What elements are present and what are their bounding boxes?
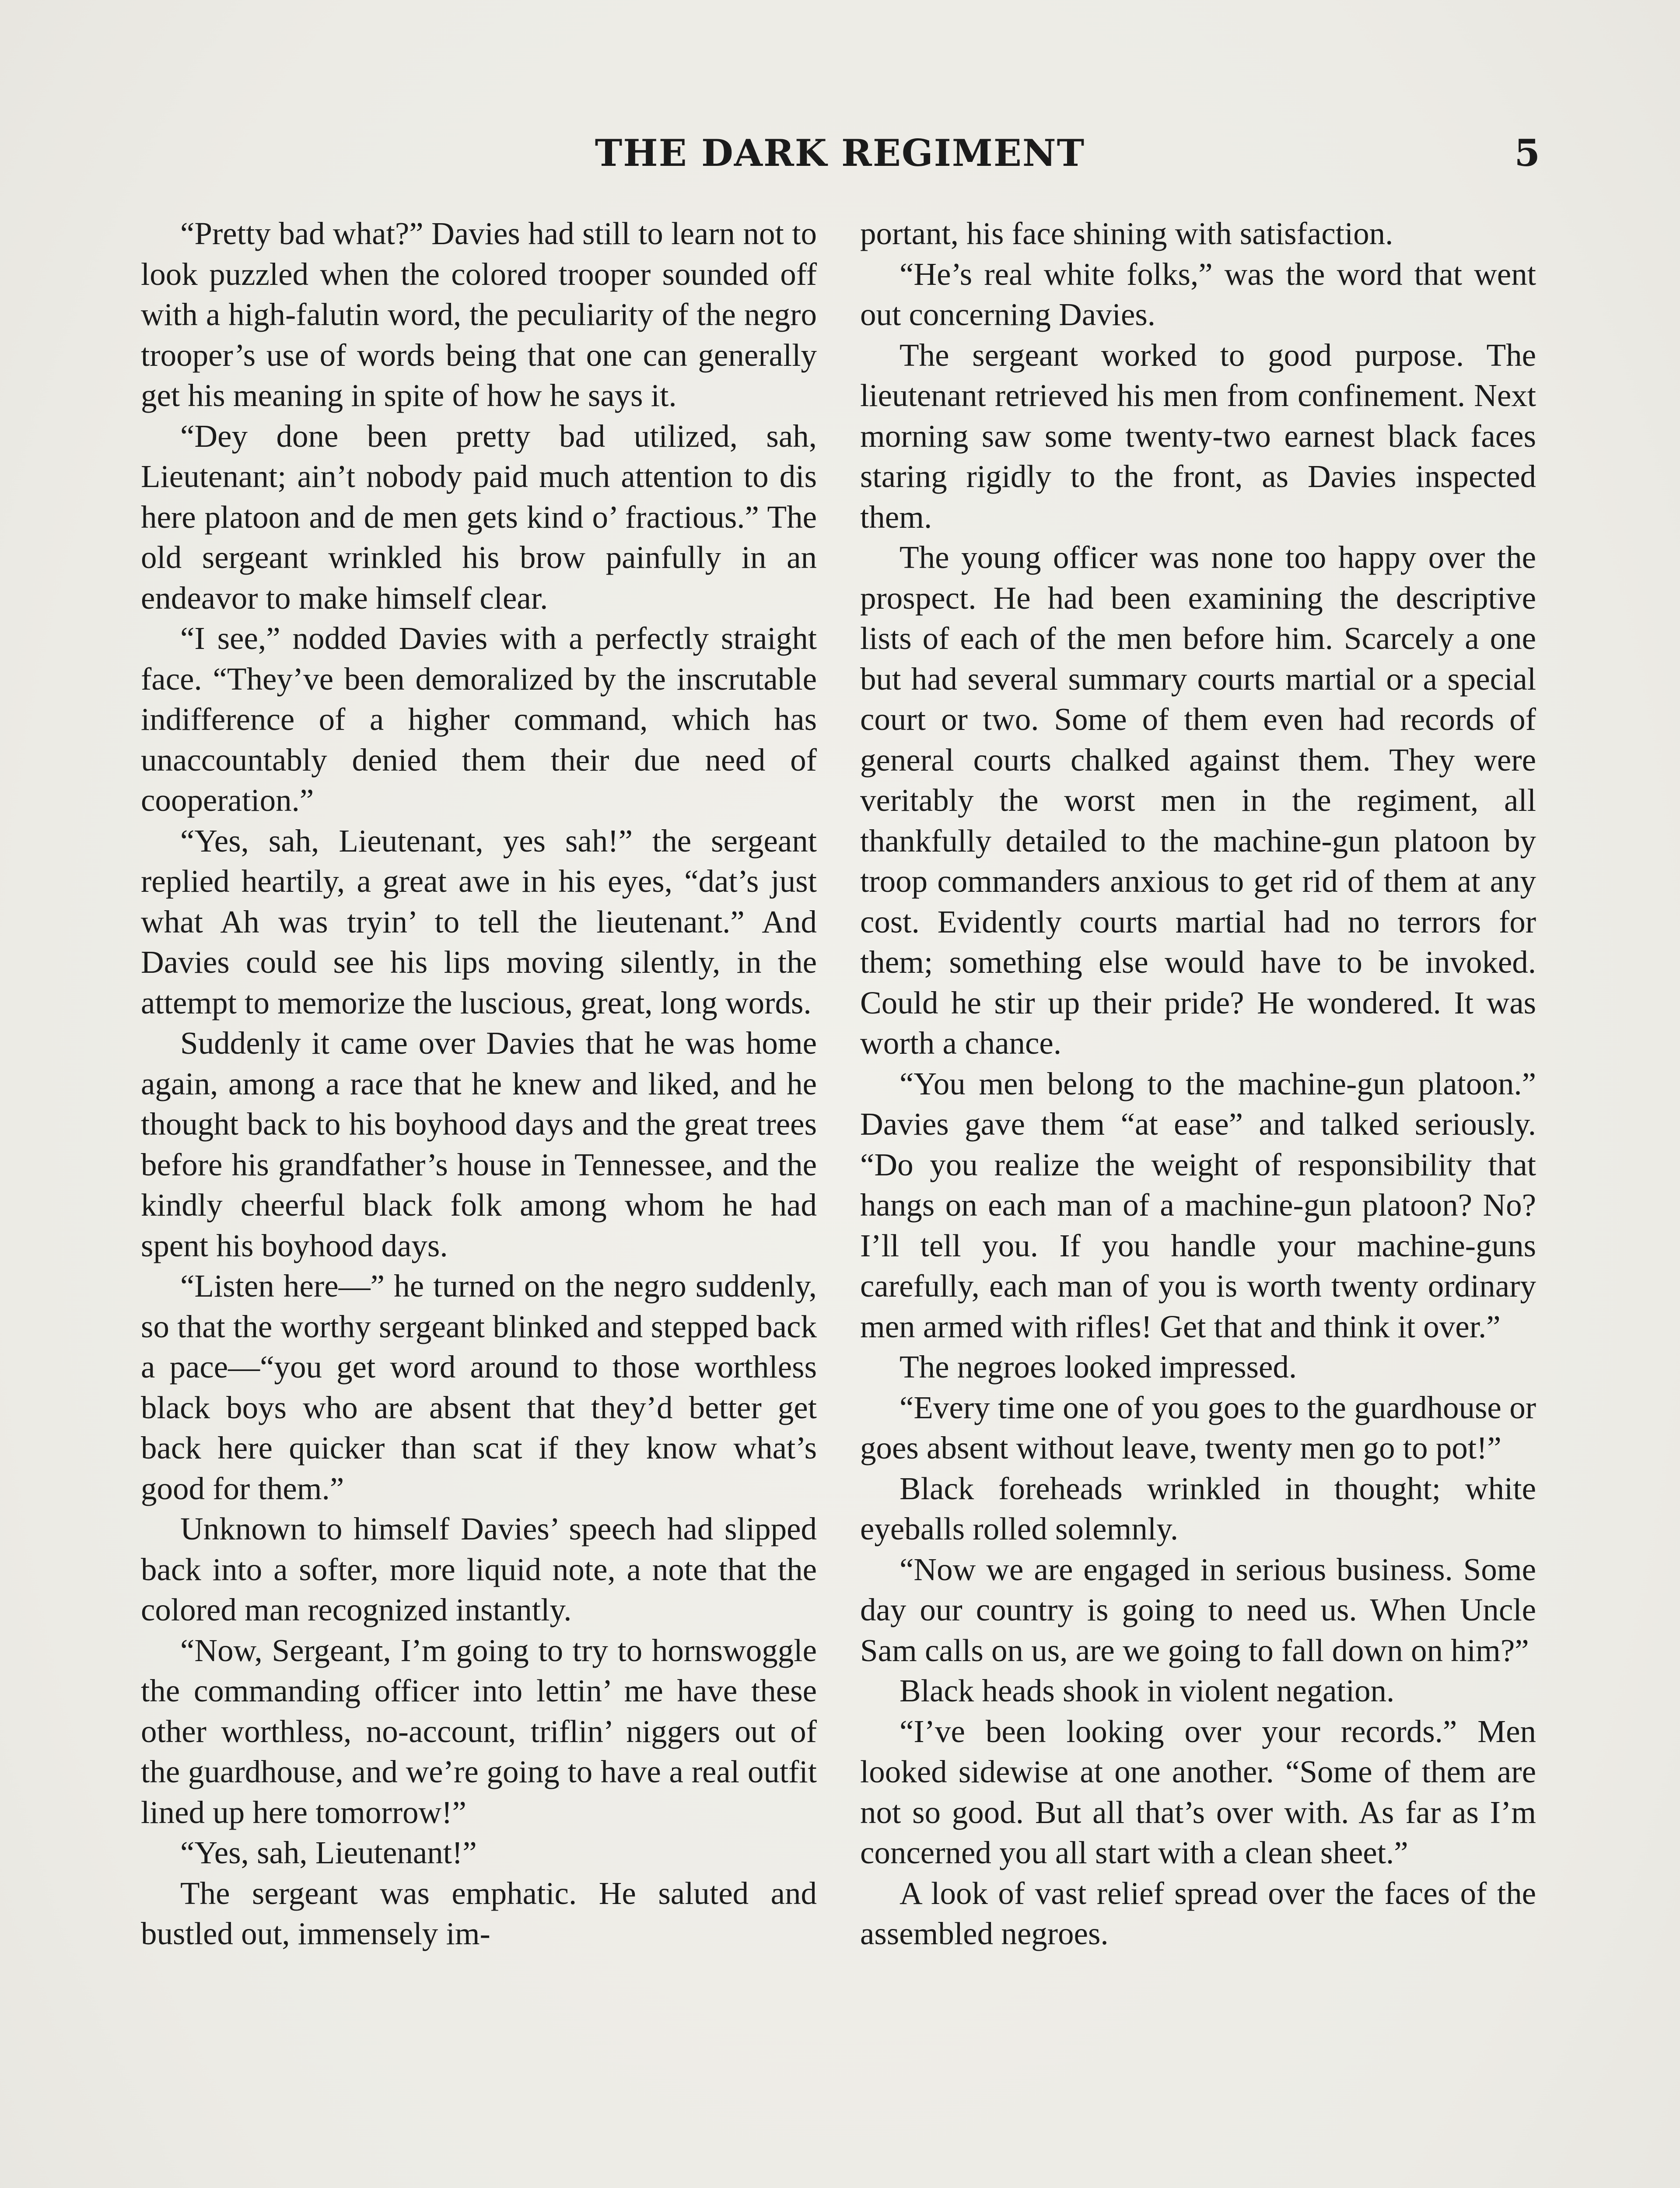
paragraph: The sergeant was emphatic. He saluted and bustled out, immensely im- (141, 1875, 817, 1951)
paragraph: The sergeant worked to good purpose. The lieutenant retrieved his men from confinement. Next morning saw some twenty-two earnest black faces staring rigidly to the front, as Davies inspected them. (860, 337, 1536, 535)
left-text-column (141, 214, 817, 1954)
paragraph: “Now, Sergeant, I’m going to try to hornswoggle the commanding officer into lettin’ me have these other worthless, no-account, triflin’ niggers out of the guardhouse, and we’re going to have a real outfit lined up here tomorrow!” (141, 1632, 817, 1830)
paragraph: Suddenly it came over Davies that he was home again, among a race that he knew and liked, and he thought back to his boyhood days and the great trees before his grandfather’s house in Tennessee, and the kindly cheerful black folk among whom he had spent his boyhood days. (141, 1025, 817, 1263)
paragraph: “You men belong to the machine-gun platoon.” Davies gave them “at ease” and talked seriously. “Do you realize the weight of responsibility that hangs on each man of a machine-gun platoon? No? I’ll tell you. If you handle your machine-guns carefully, each man of you is worth twenty ordinary men armed with rifles! Get that and think it over.” (860, 1066, 1536, 1344)
page-header (140, 127, 1540, 179)
paragraph: “Yes, sah, Lieutenant!” (180, 1835, 477, 1870)
paragraph: “Pretty bad what?” Davies had still to learn not to look puzzled when the colored trooper sounded off with a high-falutin word, the peculiarity of the negro trooper’s use of words being that one can generally get his meaning in spite of how he says it. (141, 216, 817, 413)
paragraph: The negroes looked impressed. (900, 1349, 1297, 1385)
paragraph: “Now we are engaged in serious business. Some day our country is going to need us. When Uncle Sam calls on us, are we going to fall down on him?” (860, 1551, 1536, 1668)
paragraph: Black heads shook in violent negation. (900, 1673, 1395, 1708)
paragraph: “I see,” nodded Davies with a perfectly straight face. “They’ve been demoralized by the inscrutable indifference of a higher command, which has unaccountably denied them their due need of cooperation.” (141, 621, 817, 818)
paragraph: “Dey done been pretty bad utilized, sah, Lieutenant; ain’t nobody paid much attention to dis here platoon and de men gets kind o’ fractious.” The old sergeant wrinkled his brow painfully in an endeavor to make himself clear. (141, 418, 817, 616)
paragraph: The young officer was none too happy over the prospect. He had been examining the descriptive lists of each of the men before him. Scarcely a one but had several summary courts martial or a special court or two. Some of them even had records of general courts chalked against them. They were veritably the worst men in the regiment, all thankfully detailed to the machine-gun platoon by troop commanders anxious to get rid of them at any cost. Evidently courts martial had no terrors for them; something else would have to be invoked. Could he stir up their pride? He wondered. It was worth a chance. (860, 540, 1536, 1061)
paragraph: “I’ve been looking over your records.” Men looked sidewise at one another. “Some of them are not so good. But all that’s over with. As far as I’m concerned you all start with a clean sheet.” (860, 1713, 1536, 1870)
paragraph: Black foreheads wrinkled in thought; white eyeballs rolled solemnly. (860, 1470, 1536, 1546)
running-head: THE DARK REGIMENT (595, 131, 1085, 175)
paragraph: portant, his face shining with satisfaction. (860, 216, 1393, 251)
paragraph: “He’s real white folks,” was the word that went out concerning Davies. (860, 256, 1536, 332)
paragraph: A look of vast relief spread over the faces of the assembled negroes. (860, 1875, 1536, 1951)
paragraph: “Yes, sah, Lieutenant, yes sah!” the sergeant replied heartily, a great awe in his eyes, “dat’s just what Ah was tryin’ to tell the lieutenant.” And Davies could see his lips moving silently, in the attempt to memorize the luscious, great, long words. (141, 823, 817, 1020)
right-text-column (860, 214, 1536, 1954)
page-number: 5 (1514, 131, 1540, 175)
paragraph: “Every time one of you goes to the guardhouse or goes absent without leave, twenty men go to pot!” (860, 1389, 1536, 1466)
paragraph: “Listen here—” he turned on the negro suddenly, so that the worthy sergeant blinked and stepped back a pace—“you get word around to those worthless black boys who are absent that they’d better get back here quicker than scat if they know what’s good for them.” (141, 1268, 817, 1506)
paragraph: Unknown to himself Davies’ speech had slipped back into a softer, more liquid note, a note that the colored man recognized instantly. (141, 1511, 817, 1627)
